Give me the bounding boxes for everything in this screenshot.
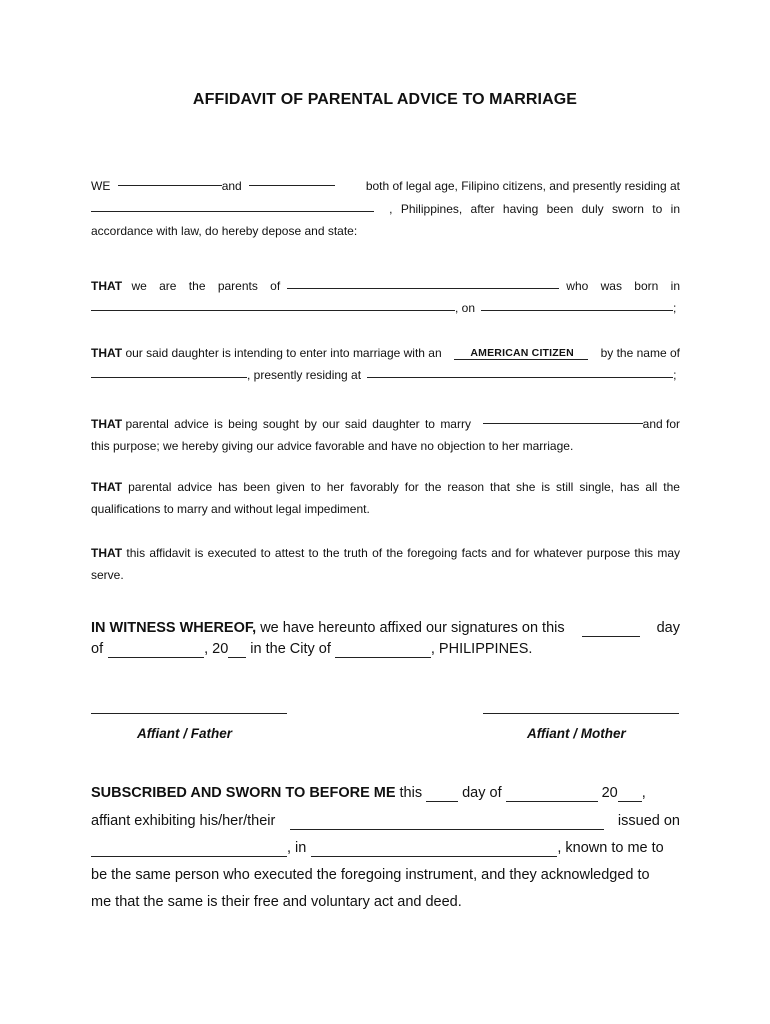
in-text: , in bbox=[287, 840, 307, 856]
residing-text: both of legal age, Filipino citizens, and presently residing at bbox=[365, 179, 680, 193]
address-blank[interactable] bbox=[91, 210, 374, 212]
mother-signature-line[interactable] bbox=[483, 713, 679, 714]
para1-line-2 bbox=[91, 293, 680, 315]
para5-text: this affidavit is executed to attest to the truth of the foregoing facts and for whatever purpose this may serve. bbox=[91, 546, 680, 582]
subscribed-line5-text: me that the same is their free and voluntary act and deed. bbox=[91, 894, 462, 910]
intro-line-3 bbox=[91, 216, 680, 238]
witness-month-blank[interactable] bbox=[108, 656, 204, 658]
depose-text: accordance with law, do hereby depose and state: bbox=[91, 224, 358, 238]
subscribed-dayof: day of bbox=[462, 785, 502, 801]
witness-text: we have hereunto affixed our signatures on this bbox=[260, 620, 565, 636]
residing-at-text: , presently residing at bbox=[247, 368, 362, 382]
para2-that: THAT bbox=[91, 346, 123, 360]
fiance-address-blank[interactable] bbox=[367, 376, 673, 378]
intro-line-1 bbox=[91, 171, 680, 193]
para4 bbox=[91, 476, 680, 520]
subscribed-year-blank[interactable] bbox=[618, 800, 642, 802]
father-signature-label: Affiant / Father bbox=[137, 726, 233, 741]
para5 bbox=[91, 542, 680, 586]
issue-date-blank[interactable] bbox=[91, 855, 287, 857]
para4-text: parental advice has been given to her favorably for the reason that she is still single, has all the qualifications to marry and without legal impediment. bbox=[91, 480, 680, 516]
birthplace-blank[interactable] bbox=[91, 309, 455, 311]
we-label: WE bbox=[91, 179, 111, 193]
para2-end: ; bbox=[673, 368, 677, 382]
intro-line-2 bbox=[91, 194, 680, 216]
para2-line-1 bbox=[91, 338, 680, 360]
subscribed-day-blank[interactable] bbox=[426, 800, 458, 802]
witness-year: , 20 bbox=[204, 641, 229, 657]
para3-text: parental advice is being sought by our said daughter to marry bbox=[125, 417, 471, 431]
para1-text: we are the parents of bbox=[131, 279, 281, 293]
witness-end: , PHILIPPINES. bbox=[430, 641, 533, 657]
subscribed-twenty: 20 bbox=[601, 785, 618, 801]
para2-text: our said daughter is intending to enter into marriage with an bbox=[125, 346, 442, 360]
subscribed-line4-text: be the same person who executed the foregoing instrument, and they acknowledged to bbox=[91, 867, 650, 883]
subscribed-month-blank[interactable] bbox=[506, 800, 598, 802]
witness-of: of bbox=[91, 641, 104, 657]
and-for-text: and for bbox=[642, 417, 680, 431]
para3-line2-text: this purpose; we hereby giving our advice favorable and have no objection to her marriage. bbox=[91, 439, 574, 453]
parent1-name-blank[interactable] bbox=[118, 184, 222, 186]
witness-bold: IN WITNESS WHEREOF, bbox=[91, 620, 257, 636]
exhibiting-text: affiant exhibiting his/her/their bbox=[91, 813, 276, 829]
id-document-blank[interactable] bbox=[290, 828, 604, 830]
issue-place-blank[interactable] bbox=[311, 855, 557, 857]
fiance-name-blank[interactable] bbox=[91, 376, 247, 378]
marry-name-blank[interactable] bbox=[483, 422, 643, 424]
witness-city: in the City of bbox=[250, 641, 331, 657]
subscribed-line-3 bbox=[91, 835, 680, 861]
witness-year-blank[interactable] bbox=[228, 656, 246, 658]
para5-that: THAT bbox=[91, 546, 123, 560]
father-signature-line[interactable] bbox=[91, 713, 287, 714]
subscribed-line-4 bbox=[91, 862, 680, 888]
subscribed-line-2 bbox=[91, 808, 680, 834]
subscribed-line-5 bbox=[91, 889, 680, 915]
witness-line-2 bbox=[91, 636, 680, 662]
issued-text: issued on bbox=[617, 813, 680, 829]
witness-day: day bbox=[656, 620, 680, 636]
philippines-text: , Philippines, after having been duly sworn to in bbox=[389, 202, 680, 216]
subscribed-bold: SUBSCRIBED AND SWORN TO BEFORE ME bbox=[91, 785, 396, 801]
subscribed-line-1 bbox=[91, 780, 680, 806]
name-of-text: by the name of bbox=[600, 346, 680, 360]
para1-end: ; bbox=[673, 301, 677, 315]
para2-line-2 bbox=[91, 360, 680, 382]
subscribed-this: this bbox=[399, 785, 423, 801]
para4-that: THAT bbox=[91, 480, 123, 494]
parent2-name-blank[interactable] bbox=[249, 184, 335, 186]
subscribed-comma: , bbox=[641, 785, 646, 801]
para1-line-1 bbox=[91, 271, 680, 293]
document-title: AFFIDAVIT OF PARENTAL ADVICE TO MARRIAGE bbox=[192, 91, 578, 108]
born-text: who was born in bbox=[566, 279, 680, 293]
known-text: , known to me to bbox=[557, 840, 664, 856]
witness-city-blank[interactable] bbox=[335, 656, 431, 658]
para3-that: THAT bbox=[91, 417, 123, 431]
para3-line-1 bbox=[91, 409, 680, 431]
birthdate-blank[interactable] bbox=[481, 309, 673, 311]
daughter-name-blank[interactable] bbox=[287, 287, 559, 289]
para1-that: THAT bbox=[91, 279, 123, 293]
mother-signature-label: Affiant / Mother bbox=[527, 726, 626, 741]
nationality-field[interactable]: AMERICAN CITIZEN bbox=[454, 347, 588, 360]
on-text: , on bbox=[455, 301, 476, 315]
and-label: and bbox=[221, 179, 242, 193]
para3-line-2 bbox=[91, 431, 680, 453]
